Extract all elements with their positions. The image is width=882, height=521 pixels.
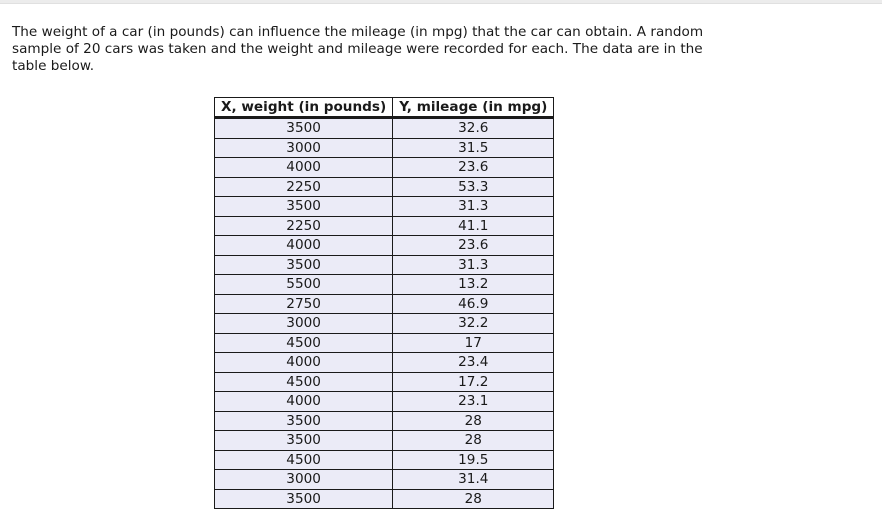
weight-cell: 3500	[215, 255, 393, 275]
column-header-weight: X, weight (in pounds)	[215, 98, 393, 118]
table-row	[215, 255, 554, 275]
mileage-cell: 23.6	[393, 158, 554, 178]
mileage-cell: 41.1	[393, 216, 554, 236]
mileage-cell: 17.2	[393, 372, 554, 392]
weight-cell: 4000	[215, 236, 393, 256]
weight-cell: 2250	[215, 177, 393, 197]
table-row	[215, 470, 554, 490]
mileage-cell: 28	[393, 411, 554, 431]
weight-cell: 4000	[215, 392, 393, 412]
weight-cell: 3500	[215, 197, 393, 217]
weight-cell: 3500	[215, 411, 393, 431]
table-row	[215, 216, 554, 236]
mileage-cell: 31.3	[393, 197, 554, 217]
table-row	[215, 275, 554, 295]
mileage-cell: 28	[393, 431, 554, 451]
mileage-cell: 28	[393, 489, 554, 509]
table-row	[215, 489, 554, 509]
mileage-cell: 32.2	[393, 314, 554, 334]
mileage-cell: 31.4	[393, 470, 554, 490]
weight-cell: 3000	[215, 314, 393, 334]
weight-cell: 2750	[215, 294, 393, 314]
weight-cell: 2250	[215, 216, 393, 236]
weight-cell: 3500	[215, 489, 393, 509]
mileage-cell: 32.6	[393, 118, 554, 139]
weight-cell: 4000	[215, 158, 393, 178]
table-row	[215, 294, 554, 314]
table-row	[215, 236, 554, 256]
weight-cell: 5500	[215, 275, 393, 295]
table-row	[215, 158, 554, 178]
weight-cell: 4500	[215, 372, 393, 392]
weight-cell: 4500	[215, 450, 393, 470]
table-row	[215, 197, 554, 217]
question-text: The weight of a car (in pounds) can influence the mileage (in mpg) that the car can obtain. A random sample of 20 cars was taken and the weight and mileage were recorded for each. The data are in the table below.	[12, 24, 704, 74]
table-row	[215, 411, 554, 431]
table-row	[215, 138, 554, 158]
mileage-cell: 17	[393, 333, 554, 353]
mileage-cell: 53.3	[393, 177, 554, 197]
mileage-cell: 23.4	[393, 353, 554, 373]
weight-cell: 3000	[215, 138, 393, 158]
table-row	[215, 372, 554, 392]
table-row	[215, 431, 554, 451]
table-row	[215, 177, 554, 197]
weight-cell: 3000	[215, 470, 393, 490]
mileage-cell: 23.6	[393, 236, 554, 256]
table-row	[215, 314, 554, 334]
table-row	[215, 392, 554, 412]
table-row	[215, 333, 554, 353]
mileage-cell: 31.3	[393, 255, 554, 275]
column-header-mileage: Y, mileage (in mpg)	[393, 98, 554, 118]
weight-cell: 4000	[215, 353, 393, 373]
data-table	[214, 97, 554, 509]
top-divider	[0, 0, 882, 4]
mileage-cell: 31.5	[393, 138, 554, 158]
weight-cell: 3500	[215, 118, 393, 139]
mileage-cell: 23.1	[393, 392, 554, 412]
table-body	[215, 118, 554, 509]
table-header-row	[215, 98, 554, 118]
table-row	[215, 353, 554, 373]
mileage-cell: 19.5	[393, 450, 554, 470]
mileage-cell: 13.2	[393, 275, 554, 295]
table-row	[215, 118, 554, 139]
table-row	[215, 450, 554, 470]
weight-cell: 3500	[215, 431, 393, 451]
mileage-cell: 46.9	[393, 294, 554, 314]
weight-cell: 4500	[215, 333, 393, 353]
